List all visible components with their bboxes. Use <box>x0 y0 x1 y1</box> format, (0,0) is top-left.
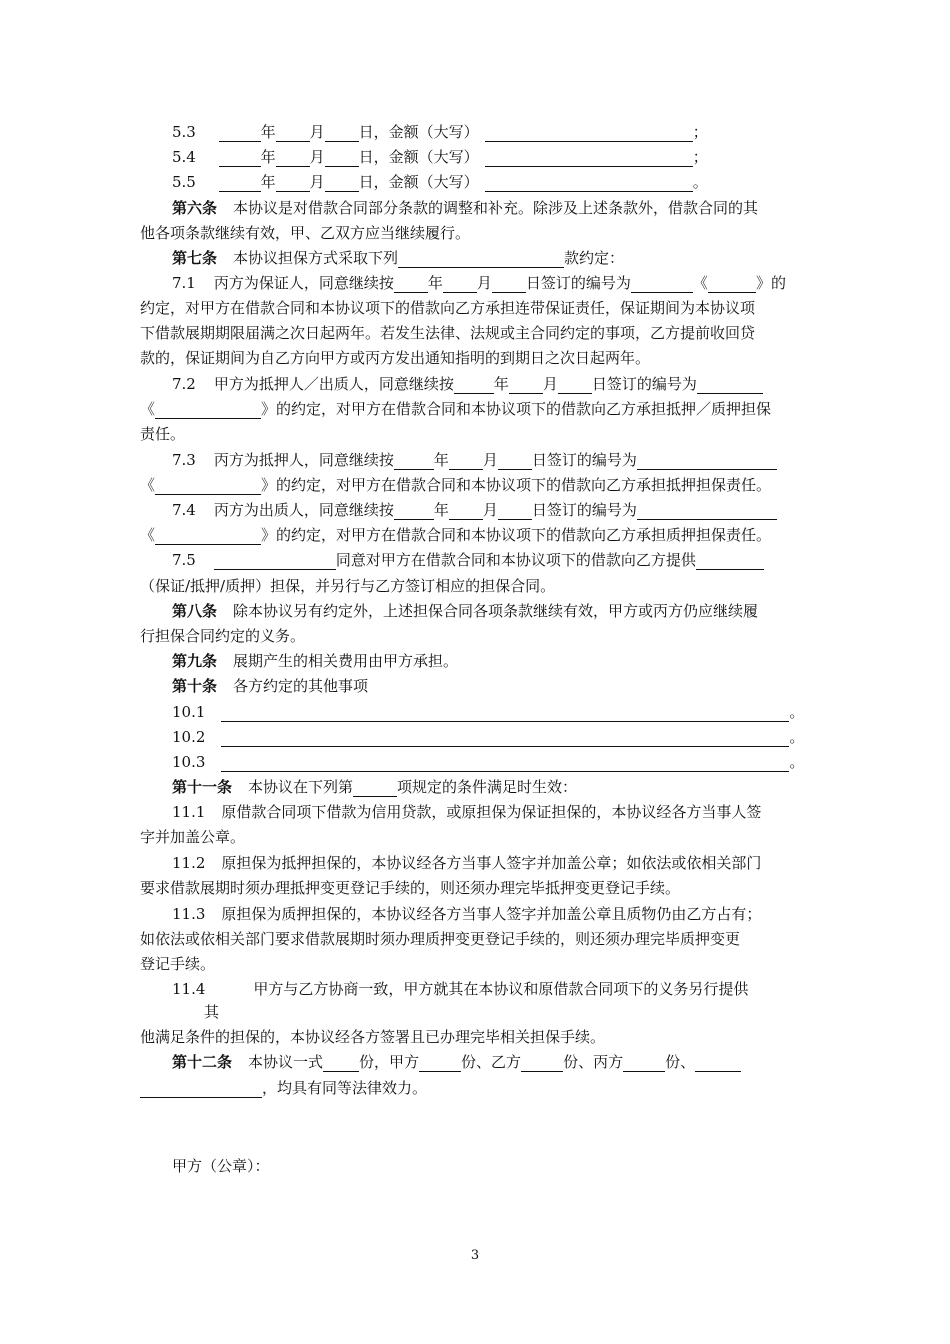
blank-copies-c[interactable] <box>623 1055 665 1072</box>
clause-text: 他满足条件的担保的，本协议经各方签署且已办理完毕相关担保手续。 <box>140 1028 606 1046</box>
clause-number: 7.4 <box>172 501 196 519</box>
label-amount: 日，金额（大写） <box>358 173 479 191</box>
article-text: 各方约定的其他事项 <box>233 677 369 695</box>
label-month: 月 <box>476 274 492 292</box>
blank-day[interactable] <box>492 276 526 293</box>
line-5-3 <box>172 122 708 142</box>
article-7-heading <box>172 248 624 268</box>
clause-text: 登记手续。 <box>140 955 216 973</box>
blank-year[interactable] <box>454 377 494 394</box>
clause-number: 5.3 <box>172 123 196 141</box>
label-year: 年 <box>260 173 276 191</box>
bracket: 《 <box>140 476 156 494</box>
blank-item-number[interactable] <box>353 780 397 797</box>
line-11-4-2 <box>204 1002 219 1022</box>
article-title: 第十一条 <box>172 778 233 796</box>
article-text: 份、丙方 <box>563 1053 624 1071</box>
bracket: 《 <box>140 400 156 418</box>
blank-month[interactable] <box>276 150 310 167</box>
article-text: 本协议担保方式采取下列 <box>233 249 399 267</box>
line-5-5 <box>172 172 708 192</box>
line-7-1-3 <box>140 323 755 343</box>
line-7-4-2 <box>140 525 771 545</box>
line-7-3-2 <box>140 475 771 495</box>
blank-month[interactable] <box>443 276 477 293</box>
article-text: 行担保合同约定的义务。 <box>140 627 306 645</box>
blank-copies-other-2[interactable] <box>140 1081 262 1098</box>
line-11-3 <box>172 904 761 924</box>
page-number: 3 <box>470 1248 480 1263</box>
blank-year[interactable] <box>219 125 261 142</box>
clause-text: 日签订的编号为 <box>531 501 637 519</box>
label-amount: 日，金额（大写） <box>358 148 479 166</box>
label-month: 月 <box>482 501 498 519</box>
article-text: 本协议一式 <box>248 1053 324 1071</box>
clause-text: 甲方与乙方协商一致，甲方就其在本协议和原借款合同项下的义务另行提供 <box>253 980 749 998</box>
clause-text: 其 <box>204 1003 220 1021</box>
clause-text: （保证/抵押/质押）担保，并另行与乙方签订相应的担保合同。 <box>140 577 556 595</box>
label-year: 年 <box>433 451 449 469</box>
article-11 <box>172 777 577 797</box>
clause-number: 11.2 <box>172 854 206 872</box>
blank-copies-other[interactable] <box>695 1055 741 1072</box>
blank-guarantee-type[interactable] <box>696 553 764 570</box>
label-year: 年 <box>260 123 276 141</box>
clause-number: 7.5 <box>172 551 196 569</box>
clause-text: 丙方为保证人，同意继续按 <box>213 274 394 292</box>
blank-clause[interactable] <box>398 251 564 268</box>
article-title: 第八条 <box>172 602 218 620</box>
line-11-1 <box>172 802 761 822</box>
article-6-line-2 <box>140 223 470 243</box>
blank-contract-no[interactable] <box>637 503 777 520</box>
bracket: 《 <box>140 526 156 544</box>
article-text: 本协议是对借款合同部分条款的调整和补充。除涉及上述条款外，借款合同的其 <box>233 199 759 217</box>
blank-year[interactable] <box>394 453 434 470</box>
article-text: 本协议在下列第 <box>248 778 354 796</box>
clause-text: 原借款合同项下借款为信用贷款，或原担保为保证担保的，本协议经各方当事人签 <box>221 803 762 821</box>
label-month: 月 <box>309 173 325 191</box>
blank-copies[interactable] <box>323 1055 359 1072</box>
clause-text: 》的 <box>755 274 786 292</box>
clause-text: 要求借款展期时须办理抵押变更登记手续的，则还须办理完毕抵押变更登记手续。 <box>140 879 681 897</box>
blank-other-matter[interactable] <box>221 705 789 722</box>
blank-year[interactable] <box>394 503 434 520</box>
clause-text: 》的约定，对甲方在借款合同和本协议项下的借款向乙方承担抵押／质押担保 <box>261 400 772 418</box>
punct: 。 <box>692 173 708 191</box>
article-text: 项规定的条件满足时生效： <box>397 778 578 796</box>
label-year: 年 <box>427 274 443 292</box>
line-11-4-3 <box>140 1027 605 1047</box>
label-year: 年 <box>433 501 449 519</box>
punct: ； <box>692 123 708 141</box>
blank-year[interactable] <box>219 175 261 192</box>
line-7-2-3 <box>140 424 185 444</box>
label-month: 月 <box>482 451 498 469</box>
clause-number: 10.2 <box>172 728 206 746</box>
clause-text: 款的，保证期间为自乙方向甲方或丙方发出通知指明的到期日之次日起两年。 <box>140 349 651 367</box>
clause-number: 5.5 <box>172 173 196 191</box>
blank-contract-no[interactable] <box>637 453 777 470</box>
line-11-1-2 <box>140 827 245 847</box>
line-11-2-2 <box>140 878 680 898</box>
blank-year[interactable] <box>219 150 261 167</box>
line-10-1 <box>172 702 804 722</box>
signature-party-a <box>172 1156 270 1176</box>
clause-text: 》的约定，对甲方在借款合同和本协议项下的借款向乙方承担抵押担保责任。 <box>261 476 772 494</box>
clause-number: 11.1 <box>172 803 206 821</box>
line-11-4 <box>172 979 748 999</box>
label-month: 月 <box>542 375 558 393</box>
clause-text: 日签订的编号为 <box>525 274 631 292</box>
line-7-1-2 <box>140 298 755 318</box>
article-text: 除本协议另有约定外，上述担保合同各项条款继续有效，甲方或丙方仍应继续履 <box>233 602 759 620</box>
blank-month[interactable] <box>276 175 310 192</box>
blank-month[interactable] <box>449 503 483 520</box>
clause-text: 字并加盖公章。 <box>140 828 246 846</box>
clause-text: 约定，对甲方在借款合同和本协议项下的借款向乙方承担连带保证责任，保证期间为本协议项 <box>140 299 756 317</box>
blank-contract-name[interactable] <box>708 276 756 293</box>
clause-text: 丙方为出质人，同意继续按 <box>213 501 394 519</box>
blank-amount[interactable] <box>485 175 693 192</box>
line-7-5 <box>172 550 764 570</box>
clause-text: 甲方为抵押人／出质人，同意继续按 <box>213 375 454 393</box>
clause-text: 同意对甲方在借款合同和本协议项下的借款向乙方提供 <box>335 551 696 569</box>
punct: 。 <box>789 728 805 746</box>
line-7-2-2 <box>140 399 771 419</box>
article-title: 第十条 <box>172 677 218 695</box>
label-year: 年 <box>493 375 509 393</box>
clause-number: 7.1 <box>172 274 196 292</box>
article-9 <box>172 651 458 671</box>
article-12-line-2 <box>140 1078 427 1098</box>
blank-day[interactable] <box>325 175 359 192</box>
article-8-line-1 <box>172 601 758 621</box>
article-title: 第十二条 <box>172 1053 233 1071</box>
blank-day[interactable] <box>498 503 532 520</box>
blank-amount[interactable] <box>485 125 693 142</box>
article-text: 份，甲方 <box>359 1053 420 1071</box>
blank-contract-name[interactable] <box>155 402 261 419</box>
clause-text: 日签订的编号为 <box>591 375 697 393</box>
clause-text: 原担保为质押担保的，本协议经各方当事人签字并加盖公章且质物仍由乙方占有； <box>221 905 762 923</box>
clause-text: 责任。 <box>140 425 186 443</box>
blank-other-matter[interactable] <box>221 755 789 772</box>
clause-text: 原担保为抵押担保的，本协议经各方当事人签字并加盖公章；如依法或依相关部门 <box>221 854 762 872</box>
label-amount: 日，金额（大写） <box>358 123 479 141</box>
article-title: 第七条 <box>172 249 218 267</box>
clause-text: 下借款展期期限届满之次日起两年。若发生法律、法规或主合同约定的事项，乙方提前收回贷 <box>140 324 756 342</box>
clause-number: 11.4 <box>172 980 206 998</box>
clause-text: 日签订的编号为 <box>531 451 637 469</box>
line-10-3 <box>172 752 804 772</box>
punct: 。 <box>789 753 805 771</box>
blank-day[interactable] <box>325 125 359 142</box>
clause-number: 7.3 <box>172 451 196 469</box>
line-5-4 <box>172 147 708 167</box>
clause-number: 10.1 <box>172 703 206 721</box>
article-8-line-2 <box>140 626 305 646</box>
line-7-4 <box>172 500 777 520</box>
signature-label: 甲方（公章）： <box>172 1157 270 1175</box>
line-11-3-3 <box>140 954 215 974</box>
line-7-2 <box>172 374 763 394</box>
line-11-2 <box>172 853 761 873</box>
blank-contract-name[interactable] <box>155 478 261 495</box>
blank-day[interactable] <box>558 377 592 394</box>
line-7-1 <box>172 273 786 293</box>
blank-guarantor[interactable] <box>214 553 336 570</box>
blank-year[interactable] <box>394 276 428 293</box>
blank-contract-name[interactable] <box>155 528 261 545</box>
line-10-2 <box>172 727 804 747</box>
article-text: ，均具有同等法律效力。 <box>262 1079 428 1097</box>
line-11-3-2 <box>140 929 740 949</box>
blank-copies-b[interactable] <box>521 1055 563 1072</box>
clause-number: 11.3 <box>172 905 206 923</box>
clause-number: 5.4 <box>172 148 196 166</box>
punct: ； <box>692 148 708 166</box>
clause-number: 10.3 <box>172 753 206 771</box>
blank-copies-a[interactable] <box>419 1055 461 1072</box>
blank-month[interactable] <box>509 377 543 394</box>
article-text: 份、 <box>665 1053 696 1071</box>
clause-text: 丙方为抵押人，同意继续按 <box>213 451 394 469</box>
blank-day[interactable] <box>325 150 359 167</box>
article-title: 第九条 <box>172 652 218 670</box>
line-7-5-2 <box>140 576 555 596</box>
blank-contract-no[interactable] <box>631 276 693 293</box>
article-text: 份、乙方 <box>461 1053 522 1071</box>
clause-text: 如依法或依相关部门要求借款展期时须办理质押变更登记手续的，则还须办理完毕质押变更 <box>140 930 741 948</box>
punct: 。 <box>789 703 805 721</box>
label-year: 年 <box>260 148 276 166</box>
blank-month[interactable] <box>276 125 310 142</box>
line-7-1-4 <box>140 348 650 368</box>
article-text: 款约定： <box>564 249 625 267</box>
article-text: 展期产生的相关费用由甲方承担。 <box>233 652 459 670</box>
article-12 <box>172 1052 741 1072</box>
bracket: 《 <box>692 274 708 292</box>
blank-month[interactable] <box>449 453 483 470</box>
blank-day[interactable] <box>498 453 532 470</box>
blank-other-matter[interactable] <box>221 730 789 747</box>
clause-number: 7.2 <box>172 375 196 393</box>
blank-amount[interactable] <box>485 150 693 167</box>
article-title: 第六条 <box>172 199 218 217</box>
clause-text: 》的约定，对甲方在借款合同和本协议项下的借款向乙方承担质押担保责任。 <box>261 526 772 544</box>
article-10 <box>172 676 368 696</box>
article-6-line-1 <box>172 198 758 218</box>
blank-contract-no[interactable] <box>697 377 763 394</box>
label-month: 月 <box>309 148 325 166</box>
line-7-3 <box>172 450 777 470</box>
label-month: 月 <box>309 123 325 141</box>
article-text: 他各项条款继续有效，甲、乙双方应当继续履行。 <box>140 224 471 242</box>
